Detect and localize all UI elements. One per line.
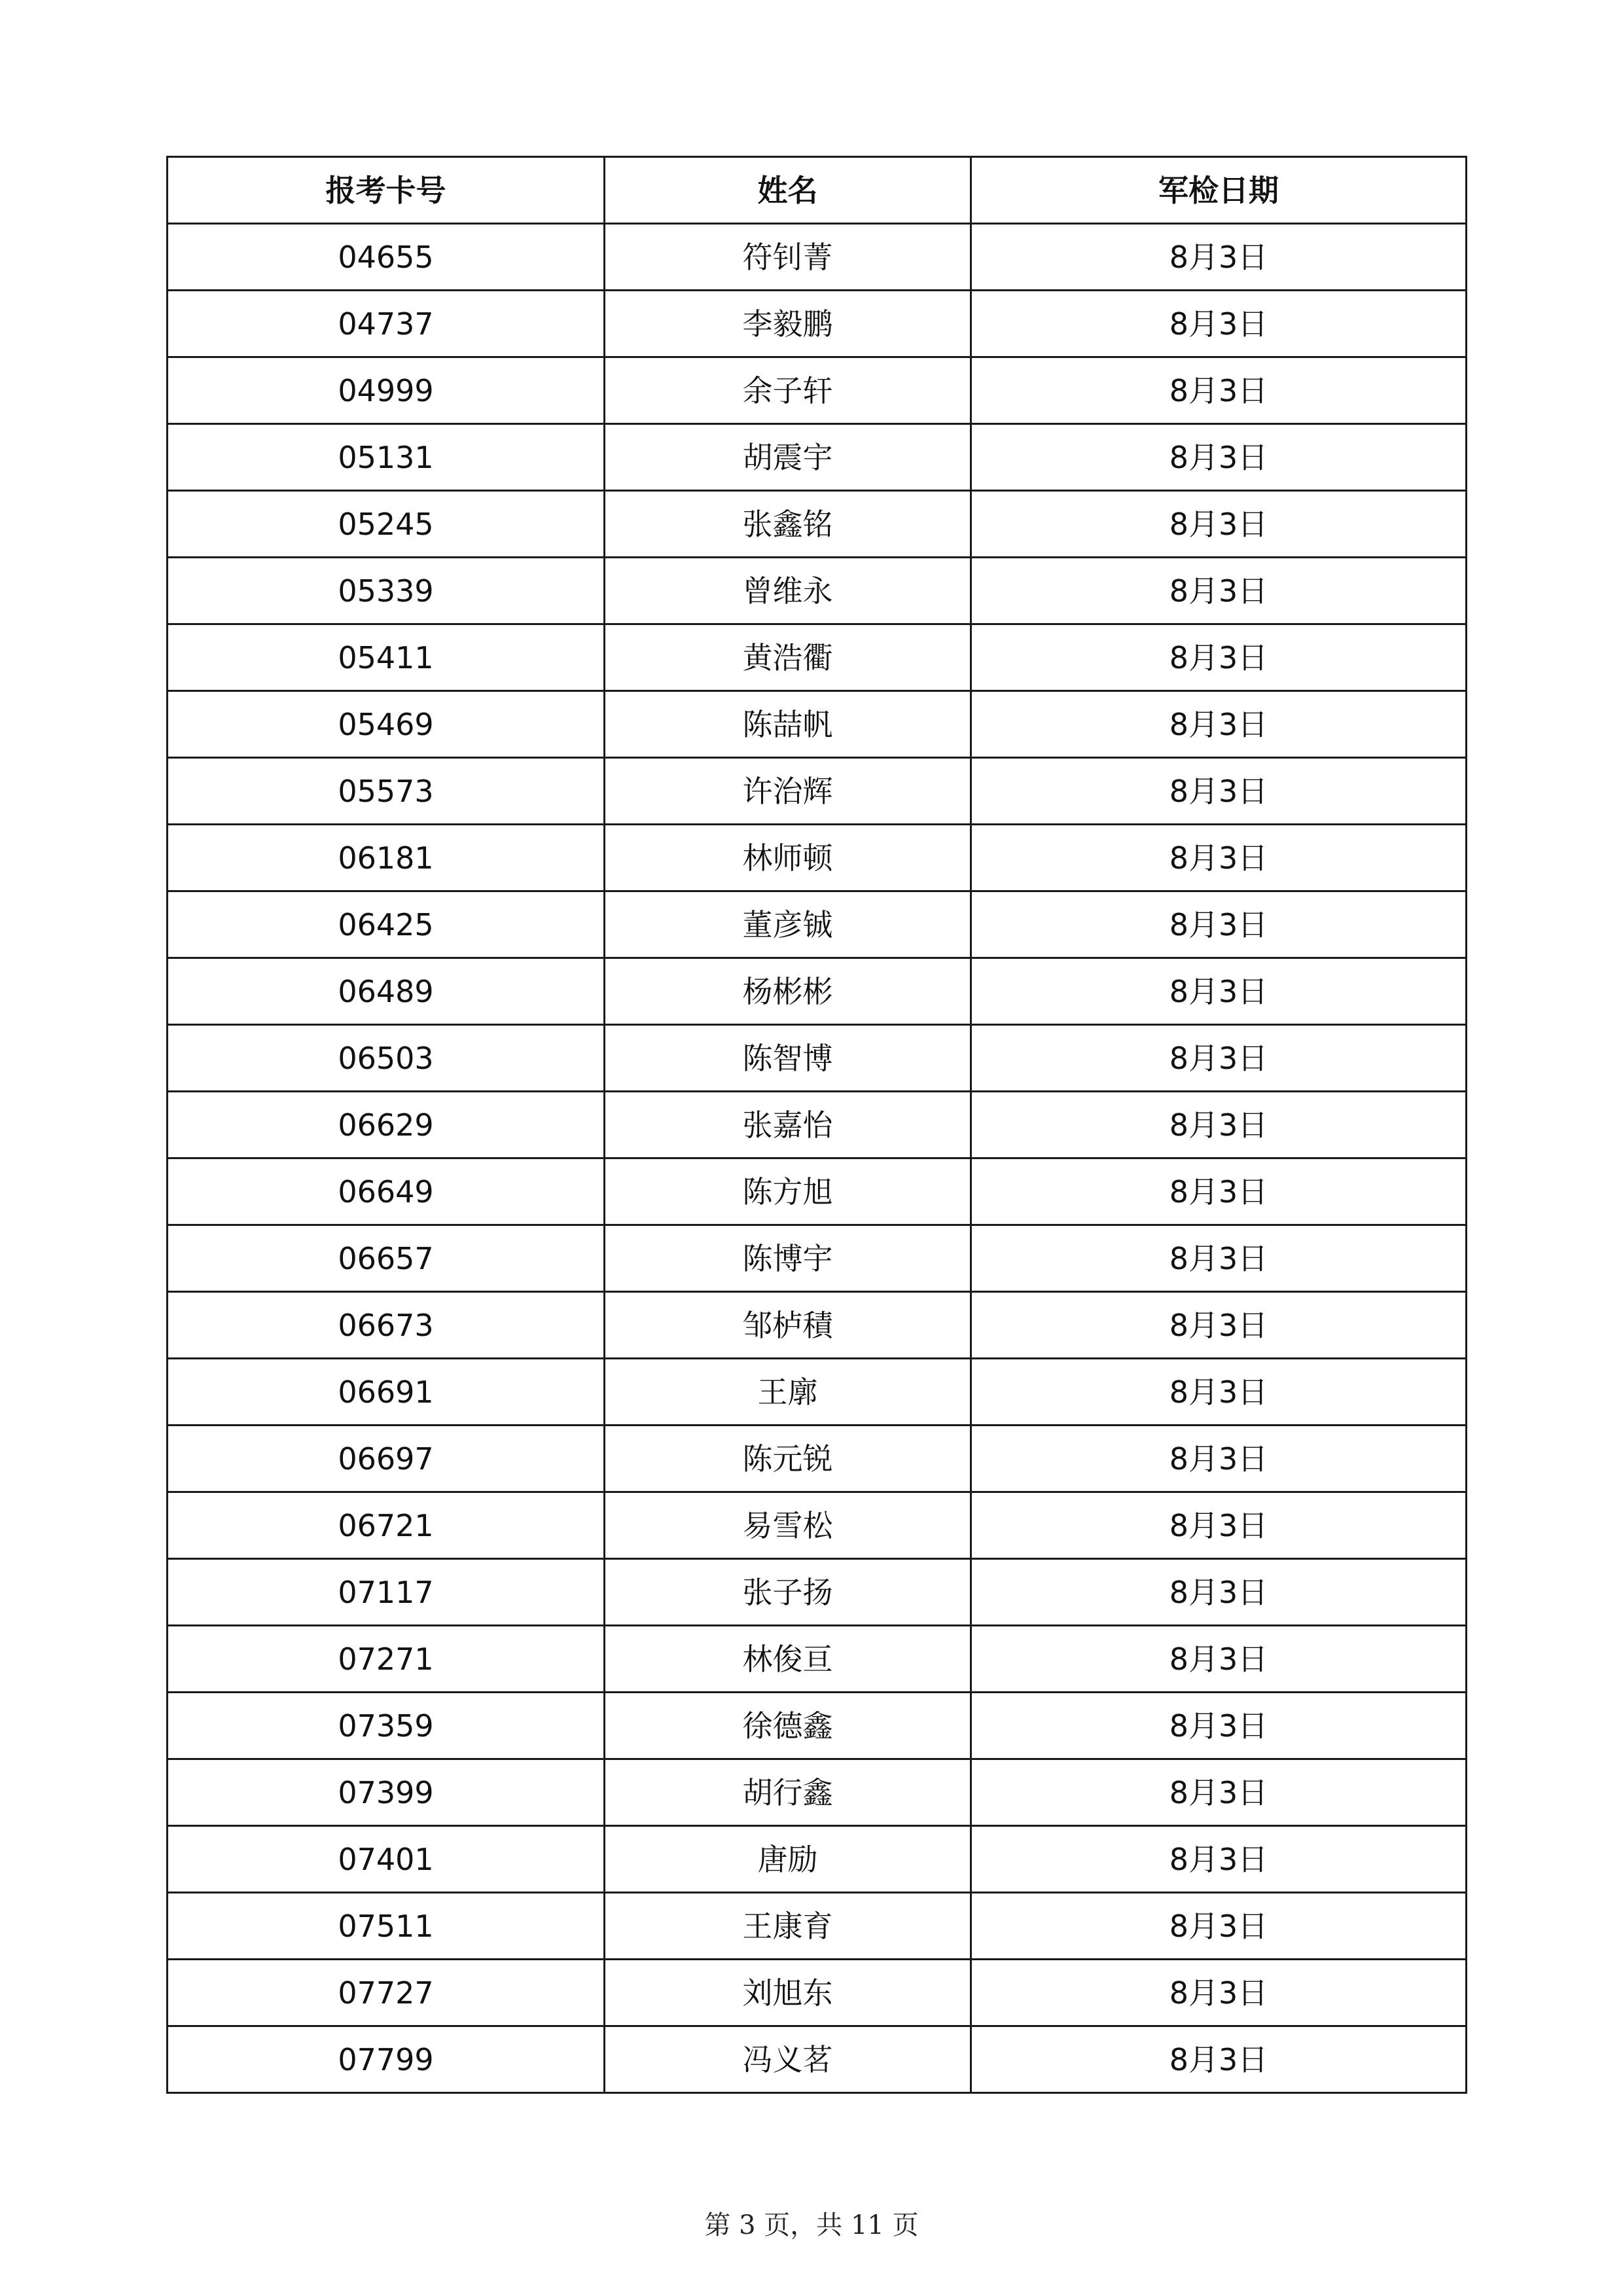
exam-date-cell: 8月3日 bbox=[971, 891, 1467, 958]
card-number-cell: 05339 bbox=[168, 558, 605, 624]
table-row bbox=[168, 558, 1467, 624]
card-number-cell: 06629 bbox=[168, 1092, 605, 1158]
name-cell: 杨彬彬 bbox=[605, 958, 971, 1025]
exam-date-cell: 8月3日 bbox=[971, 1759, 1467, 1826]
exam-date-cell: 8月3日 bbox=[971, 958, 1467, 1025]
table-row bbox=[168, 958, 1467, 1025]
exam-date-cell: 8月3日 bbox=[971, 1025, 1467, 1092]
exam-date-cell: 8月3日 bbox=[971, 1960, 1467, 2026]
exam-date-cell: 8月3日 bbox=[971, 2026, 1467, 2093]
name-cell: 王廓 bbox=[605, 1359, 971, 1426]
table-row bbox=[168, 1759, 1467, 1826]
table-row bbox=[168, 891, 1467, 958]
name-cell: 徐德鑫 bbox=[605, 1693, 971, 1759]
card-number-cell: 05411 bbox=[168, 624, 605, 691]
card-number-cell: 06721 bbox=[168, 1492, 605, 1559]
exam-date-cell: 8月3日 bbox=[971, 758, 1467, 825]
card-number-cell: 05131 bbox=[168, 424, 605, 491]
card-number-cell: 07727 bbox=[168, 1960, 605, 2026]
name-cell: 易雪松 bbox=[605, 1492, 971, 1559]
exam-date-cell: 8月3日 bbox=[971, 624, 1467, 691]
card-number-cell: 06425 bbox=[168, 891, 605, 958]
name-cell: 陈元锐 bbox=[605, 1426, 971, 1492]
exam-date-cell: 8月3日 bbox=[971, 1225, 1467, 1292]
table-row bbox=[168, 1092, 1467, 1158]
table-row bbox=[168, 291, 1467, 357]
card-number-cell: 07271 bbox=[168, 1626, 605, 1693]
exam-schedule-table bbox=[166, 156, 1467, 2094]
card-number-cell: 07799 bbox=[168, 2026, 605, 2093]
exam-date-cell: 8月3日 bbox=[971, 1559, 1467, 1626]
name-cell: 符钊菁 bbox=[605, 224, 971, 291]
table-row bbox=[168, 1292, 1467, 1359]
exam-date-cell: 8月3日 bbox=[971, 1693, 1467, 1759]
card-number-cell: 07401 bbox=[168, 1826, 605, 1893]
exam-date-cell: 8月3日 bbox=[971, 1158, 1467, 1225]
exam-date-cell: 8月3日 bbox=[971, 357, 1467, 424]
header-exam-date: 军检日期 bbox=[971, 157, 1467, 224]
card-number-cell: 06657 bbox=[168, 1225, 605, 1292]
table-row bbox=[168, 1826, 1467, 1893]
card-number-cell: 06649 bbox=[168, 1158, 605, 1225]
name-cell: 陈智博 bbox=[605, 1025, 971, 1092]
exam-date-cell: 8月3日 bbox=[971, 1492, 1467, 1559]
table-row bbox=[168, 1359, 1467, 1426]
name-cell: 林俊亘 bbox=[605, 1626, 971, 1693]
table-row bbox=[168, 1158, 1467, 1225]
name-cell: 胡震宇 bbox=[605, 424, 971, 491]
exam-date-cell: 8月3日 bbox=[971, 291, 1467, 357]
exam-date-cell: 8月3日 bbox=[971, 691, 1467, 758]
exam-date-cell: 8月3日 bbox=[971, 1292, 1467, 1359]
table-row bbox=[168, 224, 1467, 291]
table-row bbox=[168, 624, 1467, 691]
card-number-cell: 06503 bbox=[168, 1025, 605, 1092]
name-cell: 刘旭东 bbox=[605, 1960, 971, 2026]
name-cell: 许治辉 bbox=[605, 758, 971, 825]
name-cell: 林师顿 bbox=[605, 825, 971, 891]
table-row bbox=[168, 1225, 1467, 1292]
table-row bbox=[168, 1559, 1467, 1626]
table-row bbox=[168, 691, 1467, 758]
table-row bbox=[168, 1626, 1467, 1693]
name-cell: 陈喆帆 bbox=[605, 691, 971, 758]
exam-date-cell: 8月3日 bbox=[971, 1092, 1467, 1158]
name-cell: 曾维永 bbox=[605, 558, 971, 624]
header-row bbox=[168, 157, 1467, 224]
card-number-cell: 06673 bbox=[168, 1292, 605, 1359]
card-number-cell: 04737 bbox=[168, 291, 605, 357]
name-cell: 冯义茗 bbox=[605, 2026, 971, 2093]
exam-date-cell: 8月3日 bbox=[971, 491, 1467, 558]
card-number-cell: 07511 bbox=[168, 1893, 605, 1960]
exam-date-cell: 8月3日 bbox=[971, 1359, 1467, 1426]
name-cell: 余子轩 bbox=[605, 357, 971, 424]
table-row bbox=[168, 825, 1467, 891]
card-number-cell: 07359 bbox=[168, 1693, 605, 1759]
name-cell: 张鑫铭 bbox=[605, 491, 971, 558]
exam-date-cell: 8月3日 bbox=[971, 224, 1467, 291]
card-number-cell: 05245 bbox=[168, 491, 605, 558]
card-number-cell: 05469 bbox=[168, 691, 605, 758]
name-cell: 胡行鑫 bbox=[605, 1759, 971, 1826]
header-name: 姓名 bbox=[605, 157, 971, 224]
table-row bbox=[168, 424, 1467, 491]
name-cell: 陈方旭 bbox=[605, 1158, 971, 1225]
table-row bbox=[168, 1025, 1467, 1092]
table-header bbox=[168, 157, 1467, 224]
table-row bbox=[168, 1426, 1467, 1492]
table-row bbox=[168, 2026, 1467, 2093]
exam-date-cell: 8月3日 bbox=[971, 1426, 1467, 1492]
exam-date-cell: 8月3日 bbox=[971, 558, 1467, 624]
card-number-cell: 06697 bbox=[168, 1426, 605, 1492]
name-cell: 张嘉怡 bbox=[605, 1092, 971, 1158]
card-number-cell: 04999 bbox=[168, 357, 605, 424]
card-number-cell: 05573 bbox=[168, 758, 605, 825]
card-number-cell: 07399 bbox=[168, 1759, 605, 1826]
exam-date-cell: 8月3日 bbox=[971, 1893, 1467, 1960]
table-row bbox=[168, 1893, 1467, 1960]
exam-date-cell: 8月3日 bbox=[971, 1626, 1467, 1693]
page-footer: 第 3 页，共 11 页 bbox=[704, 2210, 919, 2240]
card-number-cell: 04655 bbox=[168, 224, 605, 291]
table-row bbox=[168, 1960, 1467, 2026]
exam-date-cell: 8月3日 bbox=[971, 1826, 1467, 1893]
table-body bbox=[168, 224, 1467, 2093]
name-cell: 唐励 bbox=[605, 1826, 971, 1893]
card-number-cell: 06691 bbox=[168, 1359, 605, 1426]
table-row bbox=[168, 758, 1467, 825]
card-number-cell: 06489 bbox=[168, 958, 605, 1025]
exam-date-cell: 8月3日 bbox=[971, 825, 1467, 891]
table-row bbox=[168, 1492, 1467, 1559]
header-card-number: 报考卡号 bbox=[168, 157, 605, 224]
name-cell: 黄浩衢 bbox=[605, 624, 971, 691]
name-cell: 董彦铖 bbox=[605, 891, 971, 958]
name-cell: 李毅鹏 bbox=[605, 291, 971, 357]
card-number-cell: 06181 bbox=[168, 825, 605, 891]
name-cell: 邹栌積 bbox=[605, 1292, 971, 1359]
table-row bbox=[168, 1693, 1467, 1759]
name-cell: 王康育 bbox=[605, 1893, 971, 1960]
name-cell: 张子扬 bbox=[605, 1559, 971, 1626]
exam-date-cell: 8月3日 bbox=[971, 424, 1467, 491]
table-row bbox=[168, 491, 1467, 558]
table-row bbox=[168, 357, 1467, 424]
card-number-cell: 07117 bbox=[168, 1559, 605, 1626]
name-cell: 陈博宇 bbox=[605, 1225, 971, 1292]
